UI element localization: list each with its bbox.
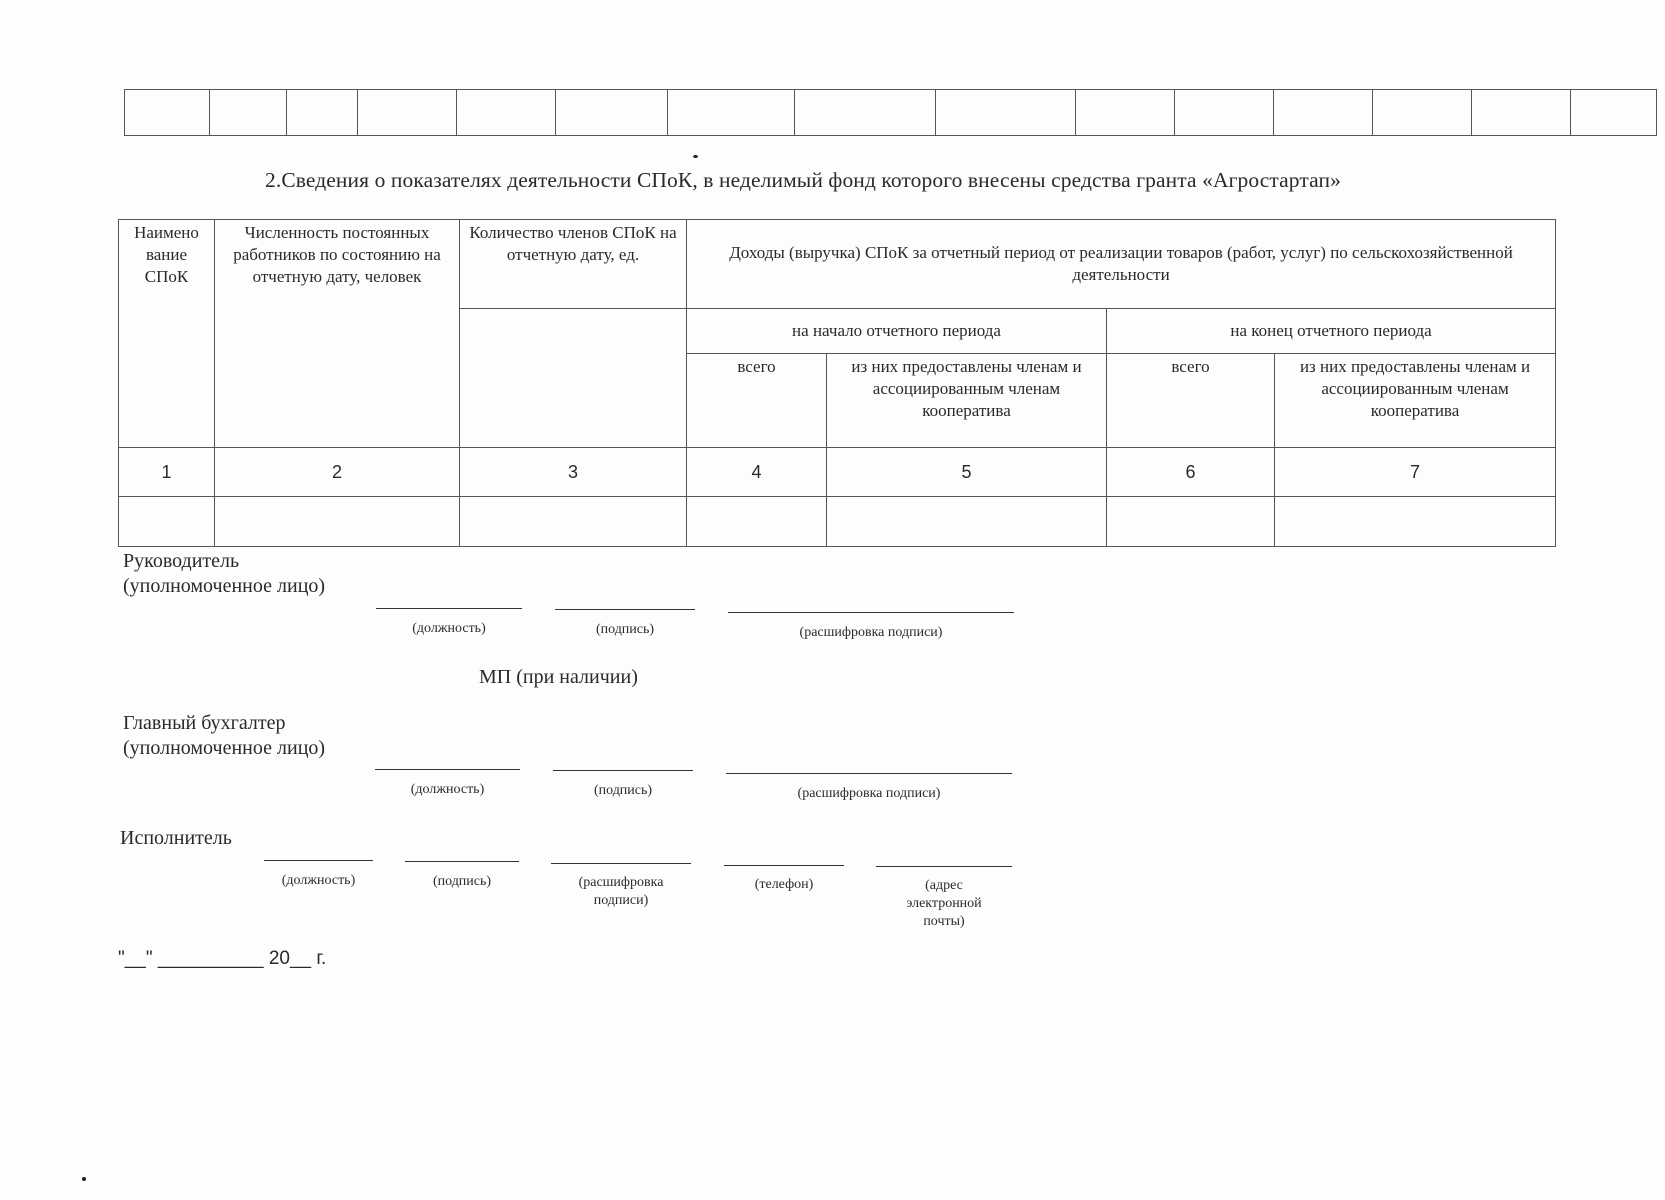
strip-cell (1274, 90, 1373, 136)
indicators-table (118, 219, 1556, 547)
table-cell[interactable] (119, 496, 215, 546)
executor-decode-caption-line: (расшифровка (578, 875, 664, 890)
executor-phone-line[interactable] (724, 865, 844, 866)
header-end-total: всего (1107, 353, 1275, 447)
executor-signature-caption: (подпись) (432, 874, 492, 889)
strip-cell (287, 90, 358, 136)
accountant-label-sub: (уполномоченное лицо) (123, 737, 326, 759)
table-cell[interactable] (1107, 496, 1275, 546)
header-income: Доходы (выручка) СПоК за отчетный период от реализации товаров (работ, услуг) по сельскохозяйственной деятельности (687, 220, 1556, 309)
executor-email-caption (876, 877, 1012, 931)
head-decode-line[interactable] (728, 612, 1014, 613)
head-position-caption: (должность) (412, 621, 486, 636)
head-signature-line[interactable] (555, 609, 695, 610)
column-number: 7 (1275, 447, 1556, 496)
strip-cell (1076, 90, 1175, 136)
column-number: 1 (119, 447, 215, 496)
head-decode-caption: (расшифровка подписи) (799, 625, 943, 640)
executor-email-line[interactable] (876, 866, 1012, 867)
strip-cell (556, 90, 668, 136)
strip-cell (1571, 90, 1657, 136)
strip-cell (795, 90, 936, 136)
table-cell[interactable] (687, 496, 827, 546)
executor-email-caption-line: почты) (923, 914, 965, 929)
header-start-total: всего (687, 353, 827, 447)
head-label-sub: (уполномоченное лицо) (123, 575, 326, 597)
header-coop-name: Наимено вание СПоК (119, 220, 215, 448)
scan-speck (82, 1177, 86, 1181)
head-position-line[interactable] (376, 608, 522, 609)
strip-cell (1472, 90, 1571, 136)
strip-cell (1373, 90, 1472, 136)
executor-position-line[interactable] (264, 860, 373, 861)
top-empty-strip (124, 89, 1657, 136)
executor-email-caption-line: (адрес (925, 878, 963, 893)
column-number: 5 (827, 447, 1107, 496)
table-cell[interactable] (460, 496, 687, 546)
executor-position-caption: (должность) (281, 873, 356, 888)
accountant-signature-line[interactable] (553, 770, 693, 771)
head-signature-caption: (подпись) (595, 622, 655, 637)
accountant-position-line[interactable] (375, 769, 520, 770)
column-number-row (119, 447, 1556, 496)
table-cell[interactable] (827, 496, 1107, 546)
executor-label: Исполнитель (120, 827, 232, 849)
column-number: 6 (1107, 447, 1275, 496)
table-cell[interactable] (1275, 496, 1556, 546)
section-title: 2.Сведения о показателях деятельности СПоК, в неделимый фонд которого внесены средства гранта «Агростартап» (265, 168, 1341, 192)
column-number: 4 (687, 447, 827, 496)
column-number: 2 (215, 447, 460, 496)
executor-phone-caption: (телефон) (754, 877, 814, 892)
strip-cell (125, 90, 210, 136)
executor-email-caption-line: электронной (906, 896, 982, 911)
header-end-of-which: из них предоставлены членам и ассоциированным членам кооператива (1275, 353, 1556, 447)
strip-cell (358, 90, 457, 136)
strip-cell (1175, 90, 1274, 136)
scan-speck (693, 155, 698, 158)
accountant-decode-line[interactable] (726, 773, 1012, 774)
stamp-label: МП (при наличии) (479, 666, 638, 688)
accountant-decode-caption: (расшифровка подписи) (797, 786, 941, 801)
strip-cell (457, 90, 556, 136)
head-label: Руководитель (123, 550, 240, 572)
executor-decode-line[interactable] (551, 863, 691, 864)
header-period-start: на начало отчетного периода (687, 308, 1107, 353)
header-members: Количество членов СПоК на отчетную дату, ед. (460, 220, 687, 309)
column-number: 3 (460, 447, 687, 496)
strip-cell (668, 90, 795, 136)
strip-cell (210, 90, 287, 136)
accountant-label: Главный бухгалтер (123, 712, 286, 734)
date-line: "__" __________ 20__ г. (118, 948, 327, 969)
strip-cell (936, 90, 1076, 136)
header-start-of-which: из них предоставлены членам и ассоциированным членам кооператива (827, 353, 1107, 447)
accountant-position-caption: (должность) (410, 782, 485, 797)
executor-signature-line[interactable] (405, 861, 519, 862)
header-period-end: на конец отчетного периода (1107, 308, 1556, 353)
accountant-signature-caption: (подпись) (593, 783, 653, 798)
table-row (119, 496, 1556, 546)
executor-decode-caption-line: подписи) (593, 893, 649, 908)
header-employees: Численность постоянных работников по состоянию на отчетную дату, человек (215, 220, 460, 448)
executor-decode-caption (551, 874, 691, 910)
table-cell[interactable] (215, 496, 460, 546)
header-members-sub (460, 308, 687, 447)
